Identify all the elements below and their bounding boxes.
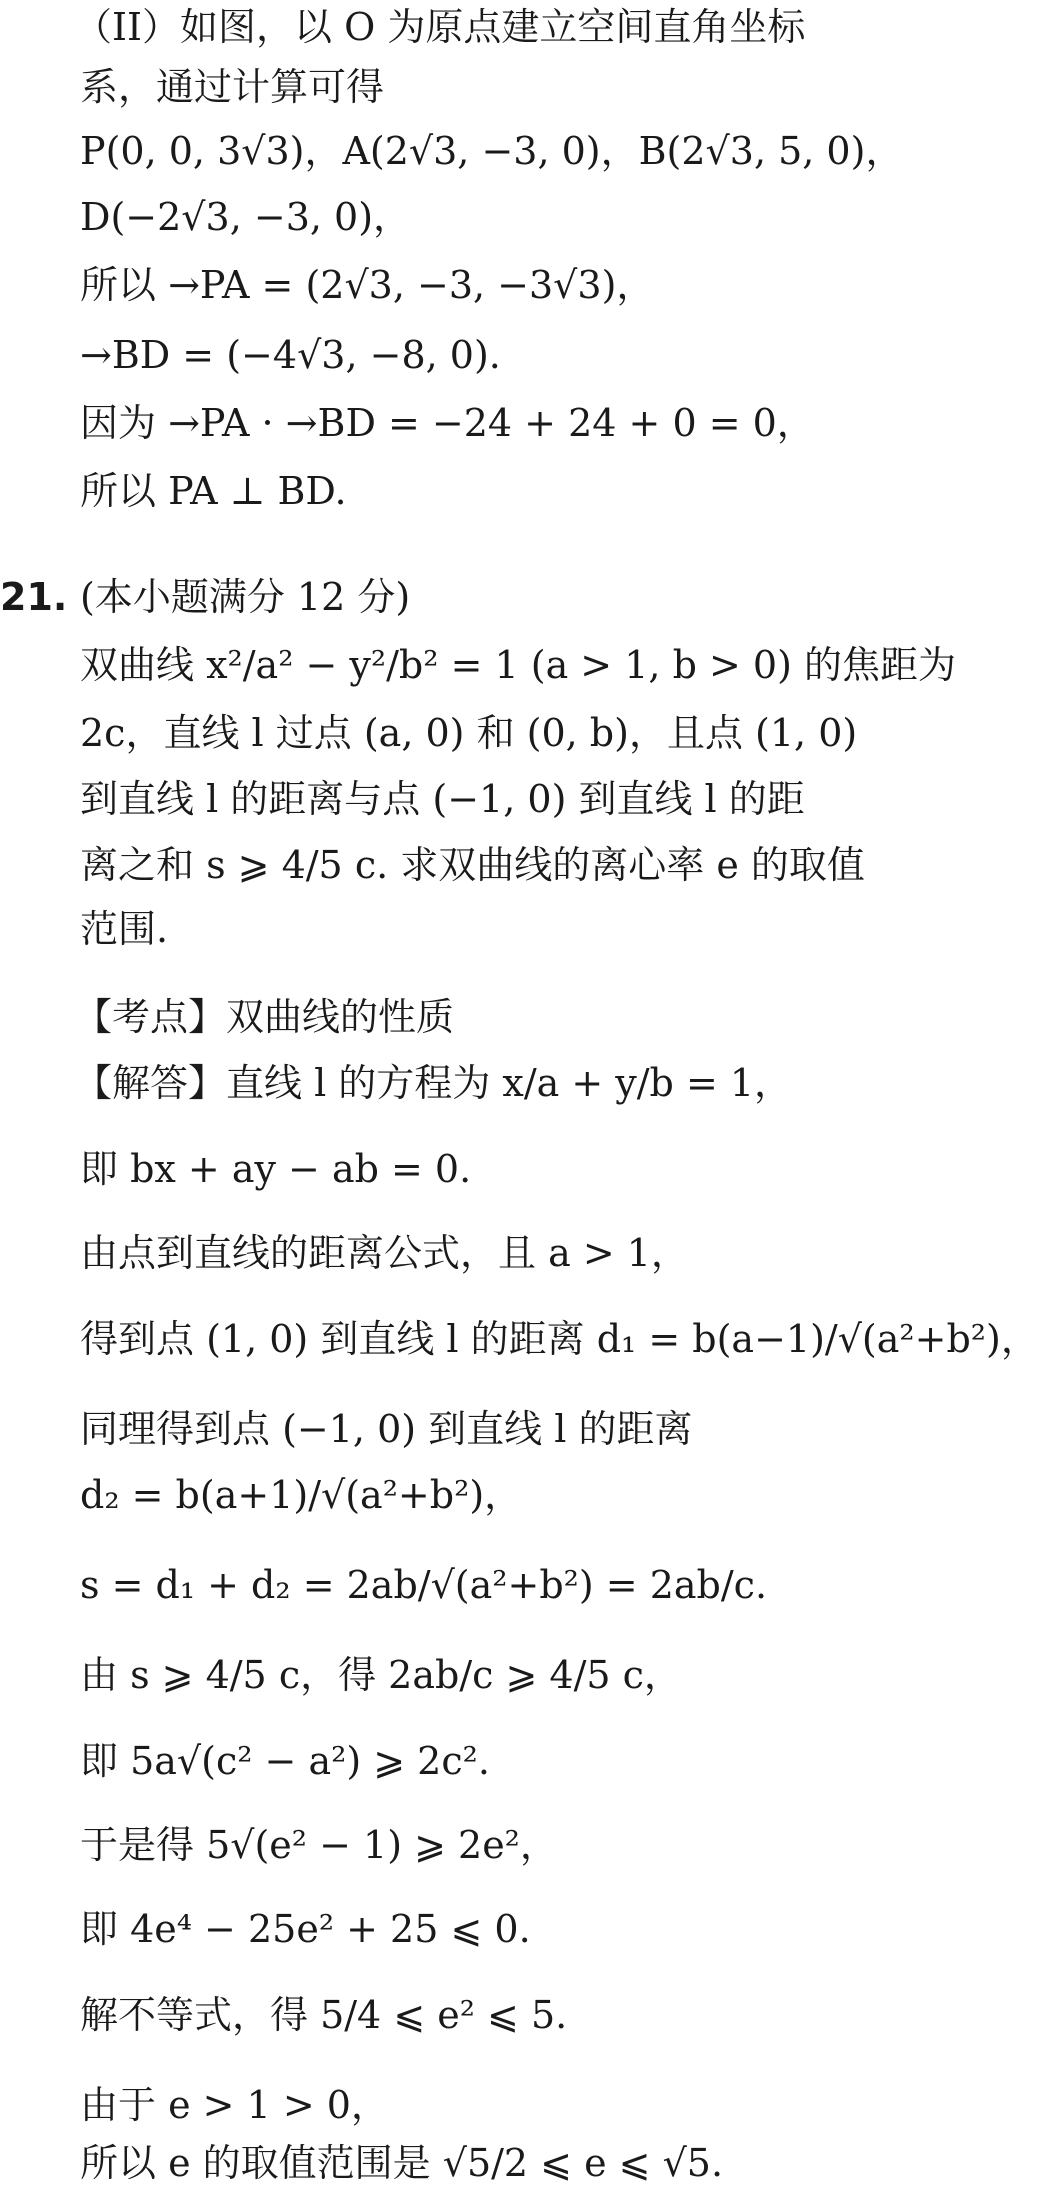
answer-line-13: 所以 e 的取值范围是 √5/2 ⩽ e ⩽ √5. (80, 2141, 724, 2185)
answer-line-6: s = d₁ + d₂ = 2ab/√(a²+b²) = 2ab/c. (80, 1563, 768, 1607)
question-stem-2: 2c，直线 l 过点 (a, 0) 和 (0, b)，且点 (1, 0) (80, 711, 858, 755)
question-stem-3: 到直线 l 的距离与点 (−1, 0) 到直线 l 的距 (80, 777, 805, 821)
answer-line-8: 即 5a√(c² − a²) ⩾ 2c². (80, 1739, 490, 1783)
answer-line-9: 于是得 5√(e² − 1) ⩾ 2e²， (80, 1823, 558, 1867)
part2-line-1: （II）如图，以 O 为原点建立空间直角坐标 (74, 5, 806, 49)
jieda-label: 【解答】直线 l 的方程为 x/a + y/b = 1， (74, 1061, 793, 1105)
answer-line-12: 由于 e > 1 > 0， (80, 2083, 389, 2127)
answer-line-1: 即 bx + ay − ab = 0. (80, 1147, 472, 1191)
answer-line-5: d₂ = b(a+1)/√(a²+b²)， (80, 1473, 523, 1517)
part2-line-5: 所以 →PA = (2√3, −3, −3√3)， (80, 263, 655, 307)
part2-line-7: 因为 →PA · →BD = −24 + 24 + 0 = 0， (80, 401, 815, 445)
question-header: (本小题满分 12 分) (80, 575, 411, 619)
question-stem-1: 双曲线 x²/a² − y²/b² = 1 (a > 1, b > 0) 的焦距为 (80, 643, 956, 687)
question-number: 21. (0, 575, 68, 619)
kaodian-label: 【考点】双曲线的性质 (74, 995, 455, 1039)
answer-line-4: 同理得到点 (−1, 0) 到直线 l 的距离 (80, 1407, 693, 1451)
answer-line-11: 解不等式，得 5/4 ⩽ e² ⩽ 5. (80, 1993, 568, 2037)
part2-line-4: D(−2√3, −3, 0)， (80, 195, 412, 239)
answer-line-10: 即 4e⁴ − 25e² + 25 ⩽ 0. (80, 1907, 531, 1951)
answer-line-3: 得到点 (1, 0) 到直线 l 的距离 d₁ = b(a−1)/√(a²+b²)， (80, 1317, 1039, 1361)
part2-line-6: →BD = (−4√3, −8, 0). (80, 333, 501, 377)
answer-line-2: 由点到直线的距离公式，且 a > 1， (80, 1231, 689, 1275)
answer-line-7: 由 s ⩾ 4/5 c，得 2ab/c ⩾ 4/5 c， (80, 1653, 682, 1697)
part2-line-8: 所以 PA ⊥ BD. (80, 469, 347, 513)
question-stem-5: 范围. (80, 907, 169, 951)
part2-line-3: P(0, 0, 3√3)，A(2√3, −3, 0)，B(2√3, 5, 0)， (80, 129, 904, 173)
question-stem-4: 离之和 s ⩾ 4/5 c. 求双曲线的离心率 e 的取值 (80, 843, 865, 887)
part2-line-2: 系，通过计算可得 (80, 65, 385, 109)
